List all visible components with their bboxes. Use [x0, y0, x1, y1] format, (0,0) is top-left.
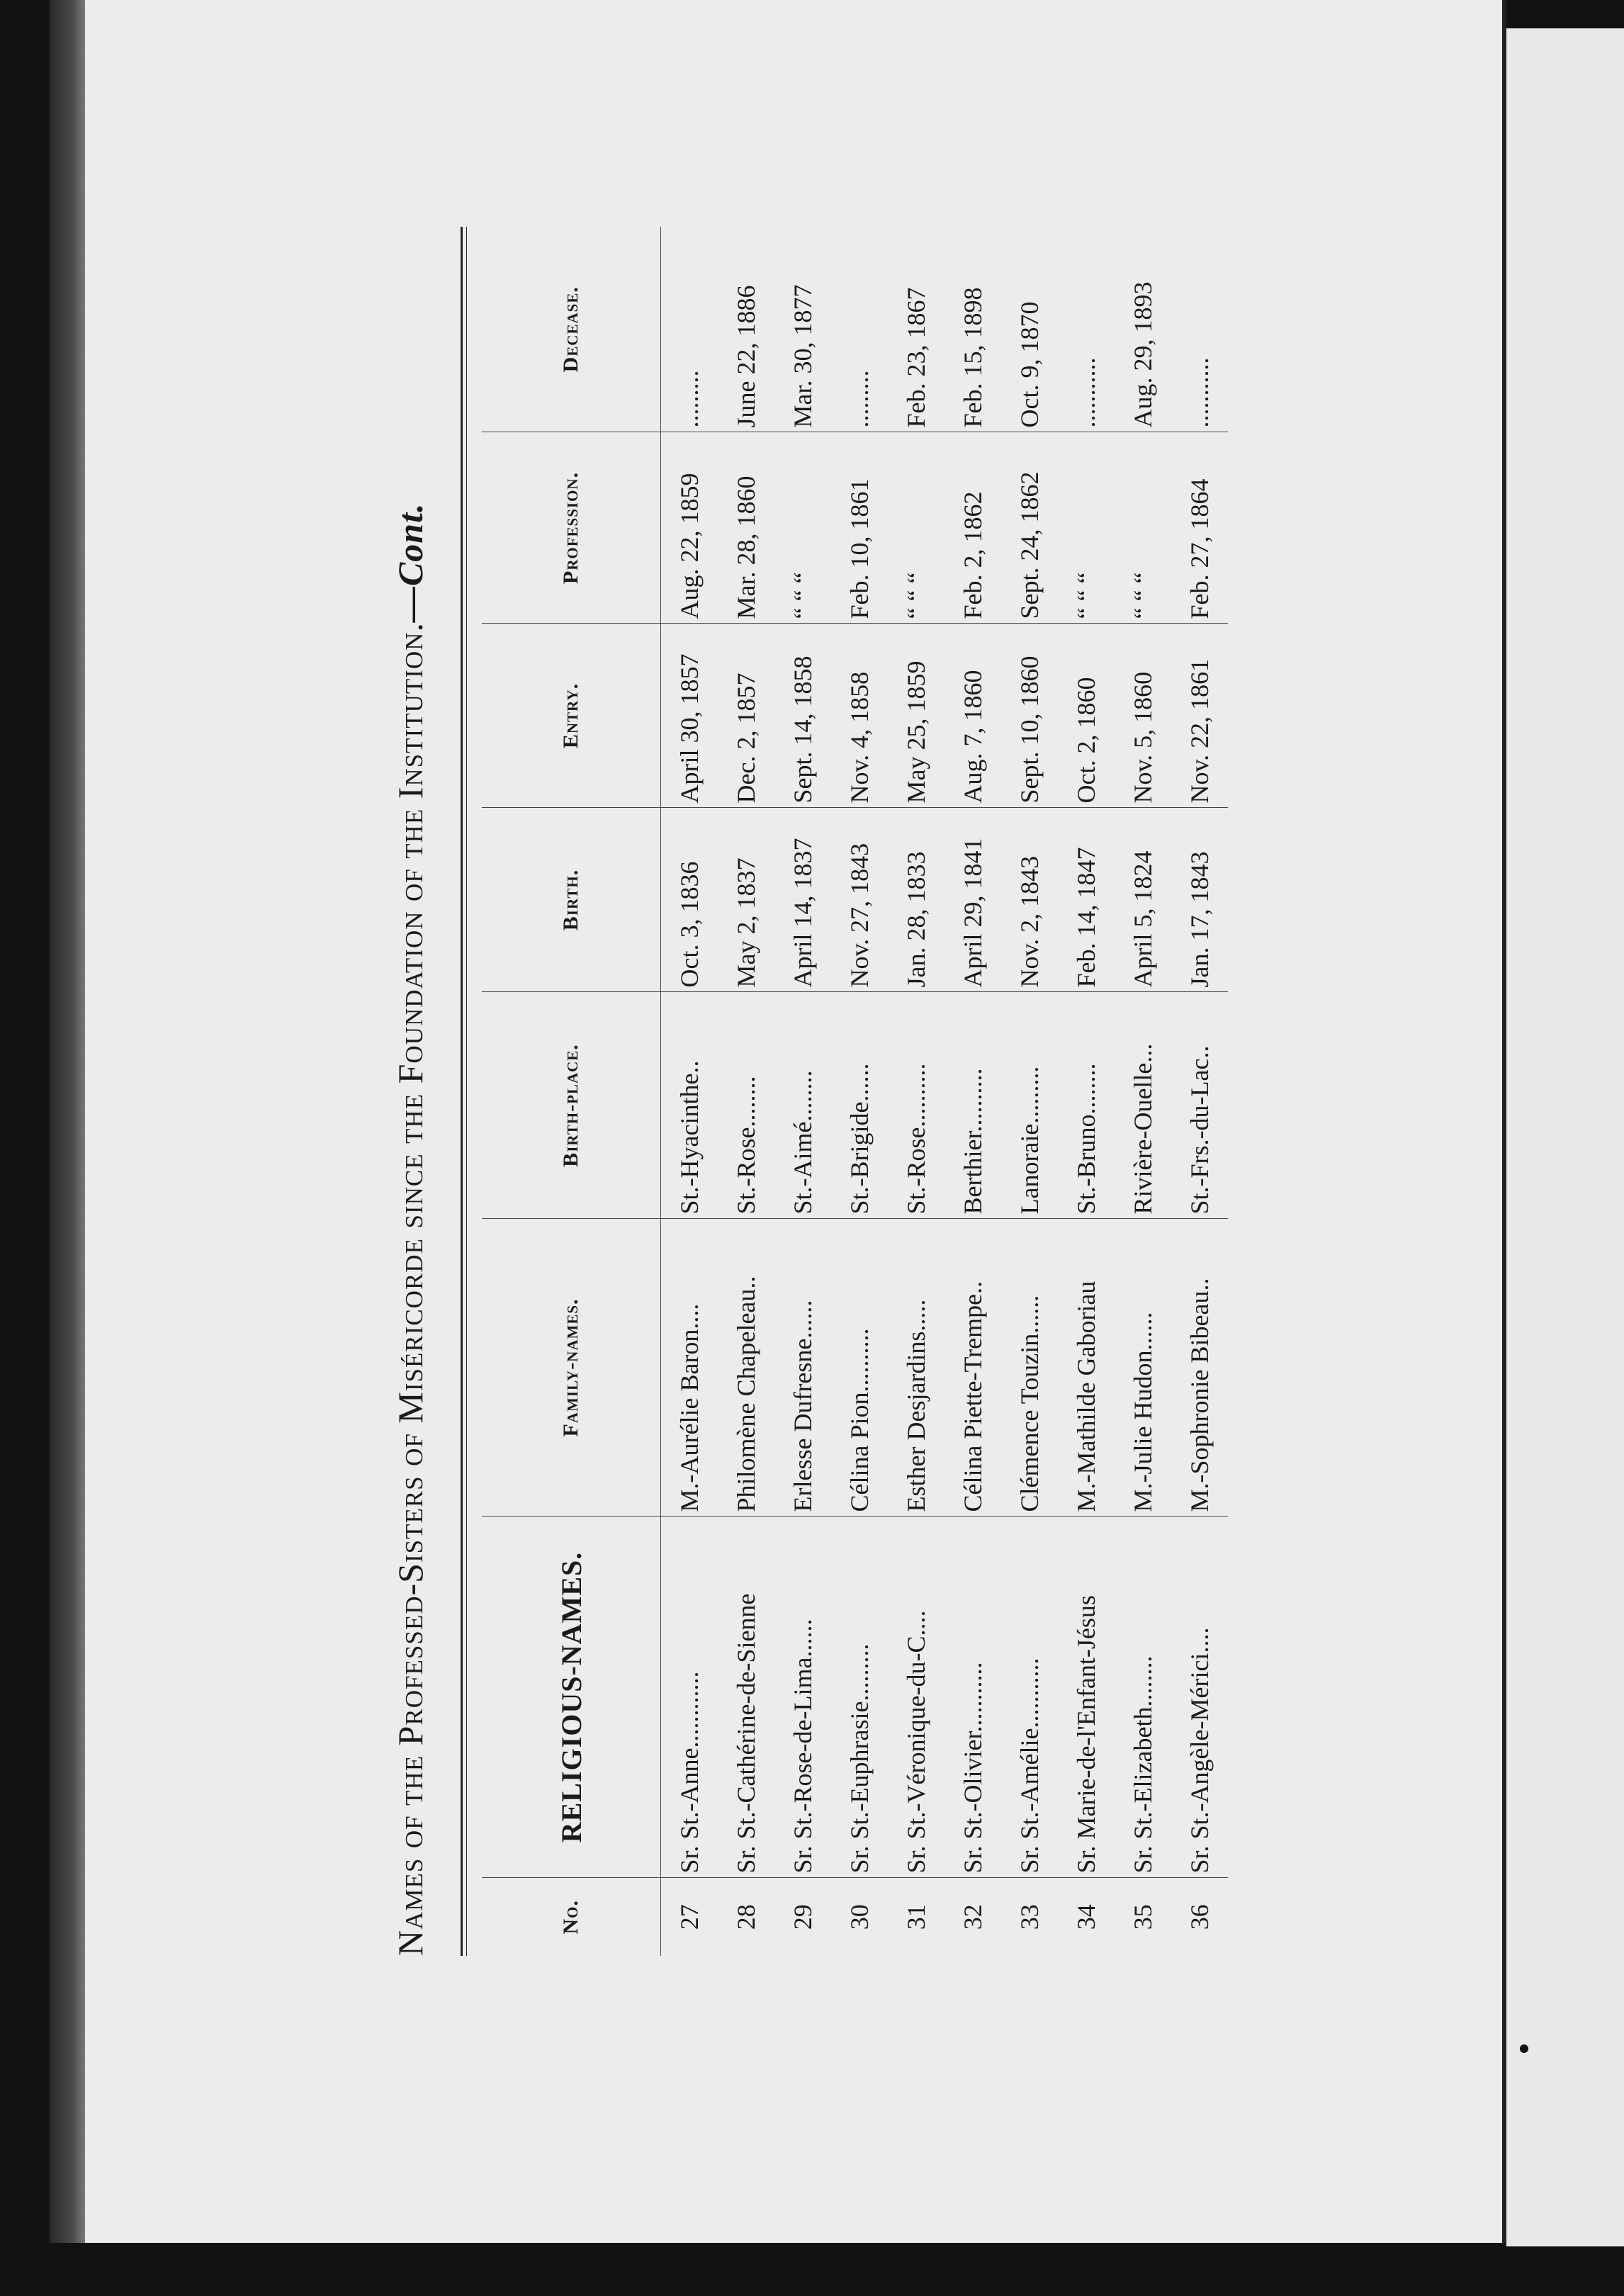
header-decease: Decease. — [482, 227, 661, 432]
cell-no: 32 — [959, 1904, 987, 1930]
cell-birth-place: St.-Bruno........ — [1058, 992, 1115, 1219]
table-row — [1171, 227, 1228, 1956]
cell-no: 28 — [732, 1904, 760, 1930]
cell-decease: Aug. 29, 1893 — [1115, 227, 1171, 432]
cell-no: 27 — [675, 1904, 704, 1930]
header-profession: Profession. — [482, 432, 661, 624]
cell-family-name: M.-Mathilde Gaboriau — [1058, 1219, 1115, 1516]
cell-decease: ......... — [831, 227, 888, 432]
cell-birth-place: Lanoraie......... — [1001, 992, 1058, 1219]
cell-decease: June 22, 1886 — [718, 227, 774, 432]
cell-religious-name: Sr. St.-Anne............ — [661, 1516, 718, 1878]
cell-decease: Oct. 9, 1870 — [1001, 227, 1058, 432]
cell-birth-place: St.-Frs.-du-Lac.. — [1171, 992, 1228, 1219]
table-row — [661, 227, 718, 1956]
cell-birth: May 2, 1837 — [718, 808, 774, 992]
cell-birth: Oct. 3, 1836 — [661, 808, 718, 992]
cell-decease: Mar. 30, 1877 — [774, 227, 831, 432]
ink-speck — [1520, 2044, 1528, 2053]
cell-birth: Feb. 14, 1847 — [1058, 808, 1115, 992]
cell-decease: ........... — [1171, 227, 1228, 432]
title-main: Names of the Professed-Sisters of Miséricorde since the Foundation of the Institution. — [390, 622, 430, 1956]
header-entry: Entry. — [482, 624, 661, 808]
cell-religious-name: Sr. St.-Véronique-du-C.... — [888, 1516, 944, 1878]
table-row — [1001, 227, 1058, 1956]
header-row — [482, 227, 661, 1956]
cell-no: 35 — [1129, 1904, 1157, 1930]
cell-birth-place: Rivière-Ouelle... — [1115, 992, 1171, 1219]
cell-no: 34 — [1072, 1904, 1100, 1930]
cell-birth-place: St.-Aimé........ — [774, 992, 831, 1219]
cell-entry: Oct. 2, 1860 — [1058, 624, 1115, 808]
cell-religious-name: Sr. St.-Rose-de-Lima...... — [774, 1516, 831, 1878]
cell-entry: May 25, 1859 — [888, 624, 944, 808]
cell-profession: Feb. 27, 1864 — [1171, 432, 1228, 624]
title-rule-thin — [466, 227, 467, 1956]
header-birth: Birth. — [482, 808, 661, 992]
cell-family-name: Clémence Touzin...... — [1001, 1219, 1058, 1516]
cell-entry: Nov. 22, 1861 — [1171, 624, 1228, 808]
header-religious-names: RELIGIOUS-NAMES. — [482, 1516, 661, 1878]
cell-no: 31 — [902, 1904, 930, 1930]
cell-profession: Feb. 2, 1862 — [944, 432, 1001, 624]
cell-religious-name: Sr. St.-Euphrasie......... — [831, 1516, 888, 1878]
header-family-names: Family-names. — [482, 1219, 661, 1516]
cell-religious-name: Sr. St.-Angèle-Mérici.... — [1171, 1516, 1228, 1878]
table-row — [888, 227, 944, 1956]
cell-family-name: Célina Pion.......... — [831, 1219, 888, 1516]
cell-decease: Feb. 15, 1898 — [944, 227, 1001, 432]
cell-family-name: M.-Aurélie Baron.... — [661, 1219, 718, 1516]
cell-religious-name: Sr. St.-Olivier........... — [944, 1516, 1001, 1878]
cell-religious-name: Sr. Marie-de-l'Enfant-Jésus — [1058, 1516, 1115, 1878]
cell-birth-place: St.-Brigide...... — [831, 992, 888, 1219]
cell-birth-place: Berthier.......... — [944, 992, 1001, 1219]
cell-family-name: Esther Desjardins..... — [888, 1219, 944, 1516]
cell-birth-place: St.-Rose........ — [718, 992, 774, 1219]
cell-family-name: Célina Piette-Trempe.. — [944, 1219, 1001, 1516]
cell-entry: April 30, 1857 — [661, 624, 718, 808]
cell-decease: ......... — [661, 227, 718, 432]
cell-profession: Mar. 28, 1860 — [718, 432, 774, 624]
cell-religious-name: Sr. St.-Elizabeth........ — [1115, 1516, 1171, 1878]
table-row — [1115, 227, 1171, 1956]
header-no: No. — [482, 1878, 661, 1956]
cell-family-name: M.-Julie Hudon...... — [1115, 1219, 1171, 1516]
cell-profession: “ “ “ — [1115, 432, 1171, 624]
cell-entry: Dec. 2, 1857 — [718, 624, 774, 808]
header-birth-place: Birth-place. — [482, 992, 661, 1219]
cell-profession: Sept. 24, 1862 — [1001, 432, 1058, 624]
rotated-register-table — [390, 227, 1339, 1956]
facing-page-edge — [1506, 28, 1624, 2246]
cell-birth: April 14, 1837 — [774, 808, 831, 992]
cell-birth: Jan. 17, 1843 — [1171, 808, 1228, 992]
cell-profession: Aug. 22, 1859 — [661, 432, 718, 624]
cell-profession: “ “ “ — [774, 432, 831, 624]
cell-entry: Sept. 14, 1858 — [774, 624, 831, 808]
cell-entry: Nov. 4, 1858 — [831, 624, 888, 808]
cell-entry: Nov. 5, 1860 — [1115, 624, 1171, 808]
table-row — [1058, 227, 1115, 1956]
page-title — [390, 227, 453, 1956]
cell-birth-place: St.-Hyacinthe.. — [661, 992, 718, 1219]
cell-entry: Aug. 7, 1860 — [944, 624, 1001, 808]
cell-no: 36 — [1185, 1904, 1214, 1930]
cell-religious-name: Sr. St.-Cathérine-de-Sienne — [718, 1516, 774, 1878]
cell-profession: “ “ “ — [888, 432, 944, 624]
cell-religious-name: Sr. St.-Amélie........... — [1001, 1516, 1058, 1878]
cell-family-name: Philomène Chapeleau.. — [718, 1219, 774, 1516]
table-row — [831, 227, 888, 1956]
title-rule-thick — [461, 227, 463, 1956]
cell-birth: Nov. 2, 1843 — [1001, 808, 1058, 992]
cell-birth: Nov. 27, 1843 — [831, 808, 888, 992]
table-row — [718, 227, 774, 1956]
cell-no: 30 — [845, 1904, 874, 1930]
cell-family-name: M.-Sophronie Bibeau.. — [1171, 1219, 1228, 1516]
title-cont: —Cont. — [390, 502, 430, 623]
cell-no: 33 — [1015, 1904, 1044, 1930]
cell-birth: Jan. 28, 1833 — [888, 808, 944, 992]
cell-family-name: Erlesse Dufresne...... — [774, 1219, 831, 1516]
cell-decease: Feb. 23, 1867 — [888, 227, 944, 432]
cell-entry: Sept. 10, 1860 — [1001, 624, 1058, 808]
cell-profession: Feb. 10, 1861 — [831, 432, 888, 624]
cell-birth: April 29, 1841 — [944, 808, 1001, 992]
cell-birth: April 5, 1824 — [1115, 808, 1171, 992]
cell-birth-place: St.-Rose.......... — [888, 992, 944, 1219]
cell-decease: ........... — [1058, 227, 1115, 432]
sisters-register-table — [482, 227, 1228, 1956]
document-page — [85, 0, 1506, 2243]
table-row — [944, 227, 1001, 1956]
table-row — [774, 227, 831, 1956]
cell-no: 29 — [789, 1904, 817, 1930]
cell-profession: “ “ “ — [1058, 432, 1115, 624]
